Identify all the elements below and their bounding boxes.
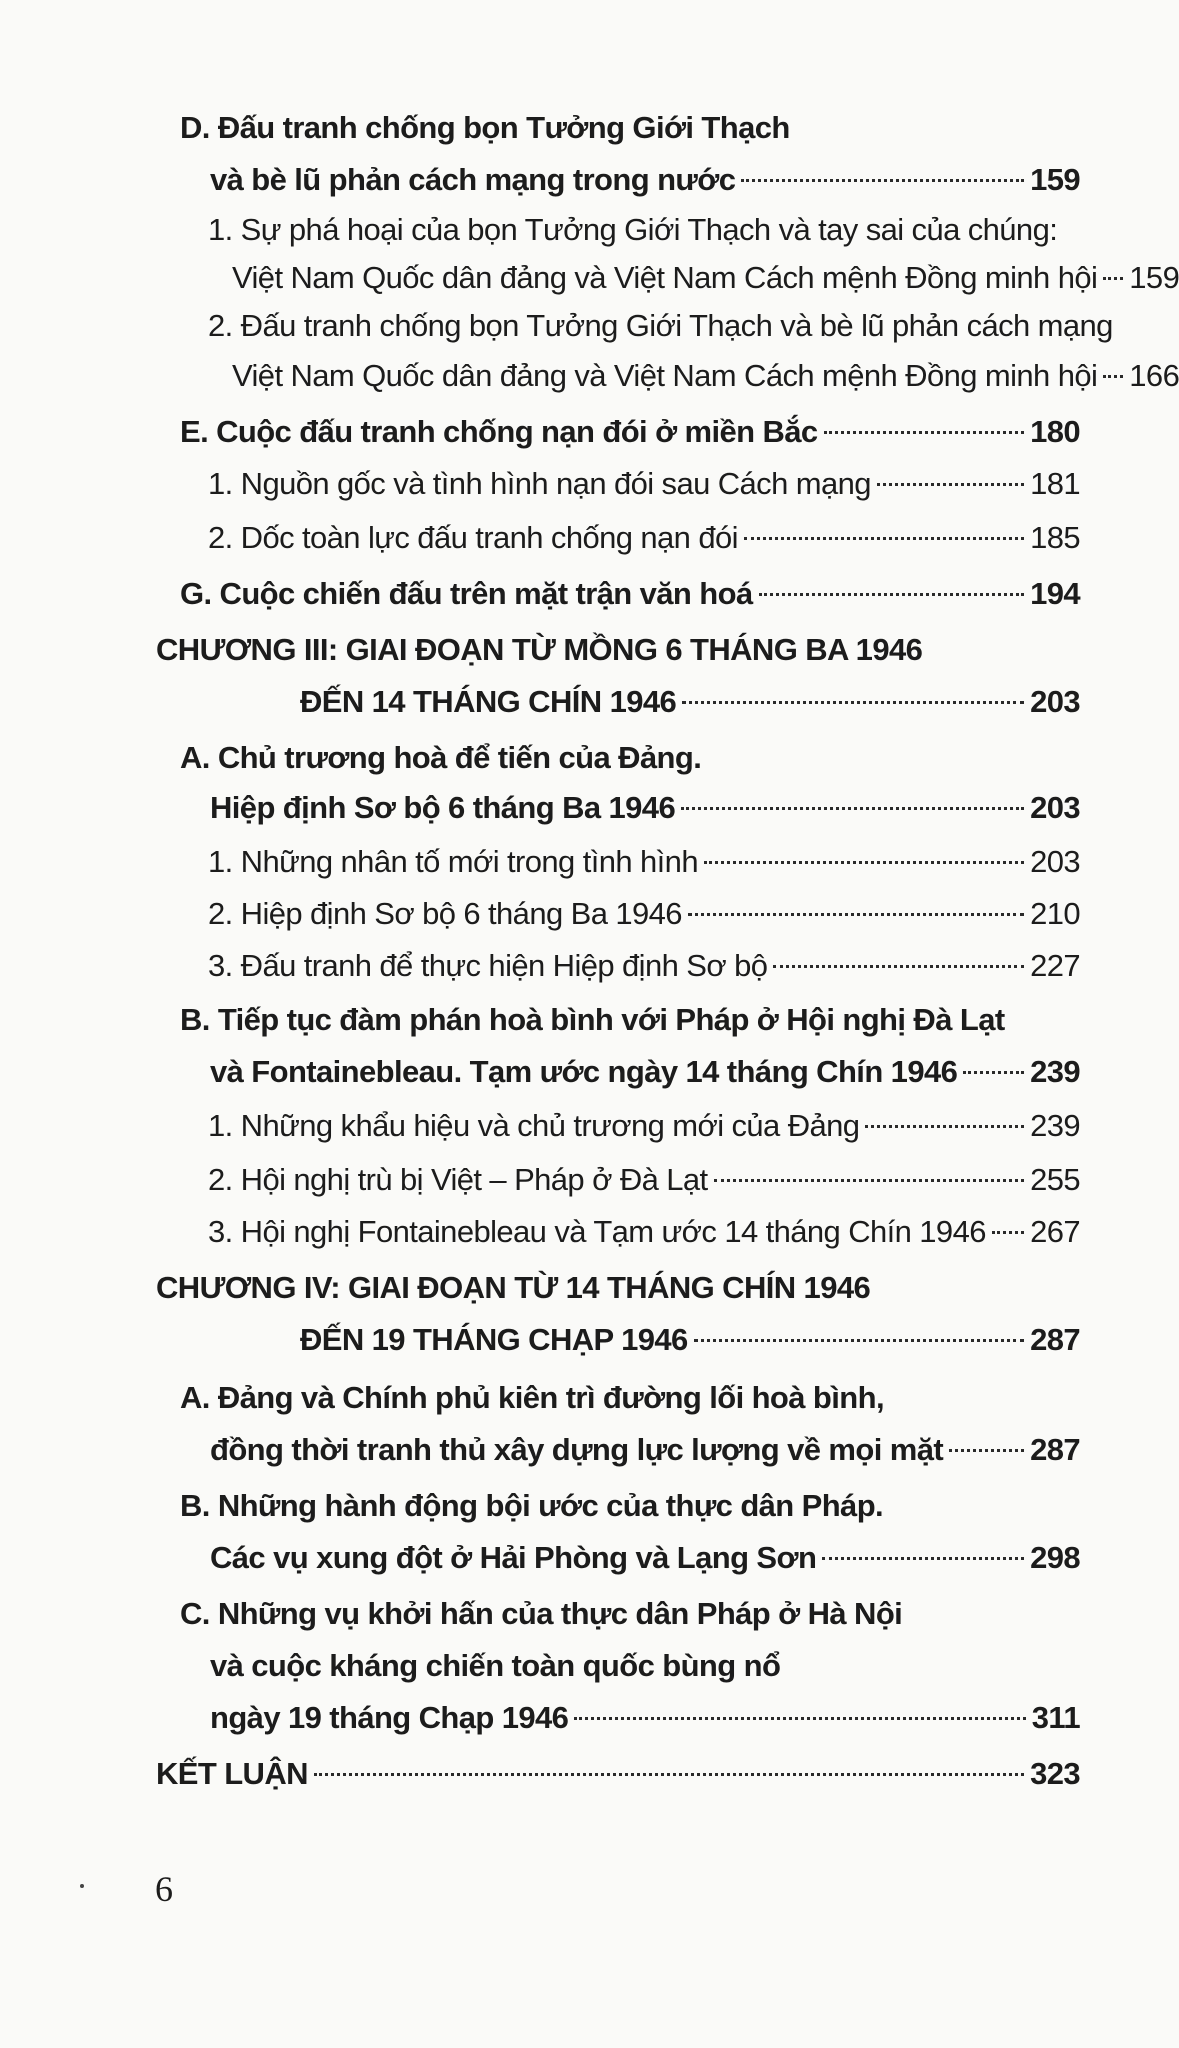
toc-entry-title: Việt Nam Quốc dân đảng và Việt Nam Cách mệnh Đồng minh hội: [232, 260, 1098, 295]
toc-entry: [180, 738, 701, 778]
toc-entry-title: và bè lũ phản cách mạng trong nước: [210, 162, 736, 197]
toc-entry: [180, 1486, 883, 1526]
toc-entry: [208, 946, 1080, 986]
toc-entry-title: 2. Đấu tranh chống bọn Tưởng Giới Thạch và bè lũ phản cách mạng: [208, 308, 1113, 343]
dot-leader: [741, 179, 1024, 182]
toc-entry-title: B. Tiếp tục đàm phán hoà bình với Pháp ở Hội nghị Đà Lạt: [180, 1002, 1005, 1037]
toc-entry-title: Hiệp định Sơ bộ 6 tháng Ba 1946: [210, 790, 676, 825]
toc-entry: [180, 1594, 902, 1634]
toc-entry: [300, 1320, 1080, 1360]
toc-entry-page: 210: [1030, 896, 1080, 931]
toc-entry: [208, 464, 1080, 504]
toc-entry: [210, 1430, 1080, 1470]
toc-entry-title: 2. Dốc toàn lực đấu tranh chống nạn đói: [208, 520, 738, 555]
toc-entry: [300, 682, 1080, 722]
toc-entry: [156, 630, 922, 670]
dot-leader: [681, 807, 1024, 810]
toc-entry-page: 239: [1030, 1108, 1080, 1143]
toc-entry: [180, 1000, 1005, 1040]
toc-entry-page: 181: [1030, 466, 1080, 501]
toc-entry: [180, 1378, 884, 1418]
toc-entry-page: 159: [1030, 162, 1080, 197]
toc-entry-page: 311: [1031, 1700, 1080, 1735]
toc-entry-title: ĐẾN 19 THÁNG CHẠP 1946: [300, 1322, 688, 1357]
dot-leader: [714, 1179, 1025, 1182]
toc-entry-page: 227: [1030, 948, 1080, 983]
toc-entry-page: 159: [1129, 260, 1179, 295]
toc-entry-title: 2. Hiệp định Sơ bộ 6 tháng Ba 1946: [208, 896, 682, 931]
dot-leader: [688, 913, 1024, 916]
toc-entry-title: C. Những vụ khởi hấn của thực dân Pháp ở Hà Nội: [180, 1596, 903, 1631]
toc-entry-page: 267: [1030, 1214, 1080, 1249]
toc-entry-title: 1. Những khẩu hiệu và chủ trương mới của Đảng: [208, 1108, 860, 1143]
toc-entry-page: 287: [1030, 1322, 1080, 1357]
toc-entry: [208, 1106, 1080, 1146]
toc-entry-title: B. Những hành động bội ước của thực dân Pháp.: [180, 1488, 884, 1523]
toc-entry: [180, 108, 790, 148]
toc-entry: [232, 258, 1179, 298]
dot-leader: [949, 1449, 1024, 1452]
toc-entry: [180, 574, 1080, 614]
toc-entry-title: 1. Những nhân tố mới trong tình hình: [208, 844, 698, 879]
toc-entry-title: 2. Hội nghị trù bị Việt – Pháp ở Đà Lạt: [208, 1162, 708, 1197]
toc-entry: [210, 1698, 1080, 1738]
toc-entry: [156, 1268, 870, 1308]
toc-entry: [208, 1160, 1080, 1200]
toc-entry-title: ĐẾN 14 THÁNG CHÍN 1946: [300, 684, 677, 719]
toc-entry-title: G. Cuộc chiến đấu trên mặt trận văn hoá: [180, 576, 753, 611]
toc-entry-title: 1. Nguồn gốc và tình hình nạn đói sau Cách mạng: [208, 466, 871, 501]
dot-leader: [744, 537, 1024, 540]
toc-entry-page: 323: [1030, 1756, 1080, 1791]
toc-entry-page: 239: [1030, 1054, 1080, 1089]
dot-leader: [314, 1773, 1024, 1776]
toc-entry-page: 185: [1030, 520, 1080, 555]
toc-entry: [208, 306, 1113, 346]
toc-entry: [210, 1646, 780, 1686]
toc-entry-title: A. Đảng và Chính phủ kiên trì đường lối hoà bình,: [180, 1380, 884, 1415]
toc-entry-title: Việt Nam Quốc dân đảng và Việt Nam Cách mệnh Đồng minh hội: [232, 358, 1098, 393]
toc-entry-page: 166: [1129, 358, 1179, 393]
toc-entry-title: và Fontainebleau. Tạm ước ngày 14 tháng Chín 1946: [210, 1054, 958, 1089]
page-number: 6: [155, 1869, 173, 1909]
dot-leader: [574, 1717, 1025, 1720]
dot-leader: [1103, 277, 1123, 280]
toc-entry-page: 194: [1030, 576, 1080, 611]
toc-entry-page: 180: [1030, 414, 1080, 449]
dot-leader: [773, 965, 1024, 968]
dot-leader: [865, 1125, 1024, 1128]
toc-entry: [208, 894, 1080, 934]
toc-entry: [232, 356, 1179, 396]
dot-leader: [1103, 375, 1123, 378]
toc-entry-title: đồng thời tranh thủ xây dựng lực lượng về mọi mặt: [210, 1432, 944, 1467]
toc-entry-page: 255: [1030, 1162, 1080, 1197]
toc-entry-title: E. Cuộc đấu tranh chống nạn đói ở miền Bắc: [180, 414, 818, 449]
toc-entry: [210, 1538, 1080, 1578]
toc-entry-title: 1. Sự phá hoại của bọn Tưởng Giới Thạch và tay sai của chúng:: [208, 212, 1058, 247]
toc-entry: [210, 160, 1080, 200]
toc-entry-title: A. Chủ trương hoà để tiến của Đảng.: [180, 740, 702, 775]
toc-entry: [210, 1052, 1080, 1092]
toc-entry-title: D. Đấu tranh chống bọn Tưởng Giới Thạch: [180, 110, 790, 145]
toc-entry-title: CHƯƠNG IV: GIAI ĐOẠN TỪ 14 THÁNG CHÍN 1946: [156, 1270, 871, 1305]
dot-leader: [992, 1231, 1024, 1234]
toc-entry-title: ngày 19 tháng Chạp 1946: [210, 1700, 569, 1735]
toc-entry-page: 203: [1030, 844, 1080, 879]
dot-leader: [759, 593, 1024, 596]
toc-entry: [208, 518, 1080, 558]
toc-entry-title: 3. Đấu tranh để thực hiện Hiệp định Sơ bộ: [208, 948, 768, 983]
toc-entry-title: CHƯƠNG III: GIAI ĐOẠN TỪ MỒNG 6 THÁNG BA 1946: [156, 632, 923, 667]
toc-entry: [156, 1754, 1080, 1794]
toc-entry: [208, 210, 1057, 250]
dot-leader: [877, 483, 1024, 486]
print-speck: [80, 1884, 84, 1888]
toc-entry-title: KẾT LUẬN: [156, 1756, 308, 1791]
dot-leader: [694, 1339, 1024, 1342]
toc-entry-page: 298: [1030, 1540, 1080, 1575]
toc-entry-page: 203: [1030, 790, 1080, 825]
dot-leader: [682, 701, 1024, 704]
toc-entry: [208, 1212, 1080, 1252]
dot-leader: [824, 431, 1025, 434]
toc-entry: [208, 842, 1080, 882]
dot-leader: [704, 861, 1024, 864]
toc-entry: [180, 412, 1080, 452]
toc-entry-title: và cuộc kháng chiến toàn quốc bùng nổ: [210, 1648, 781, 1683]
toc-entry-page: 287: [1030, 1432, 1080, 1467]
dot-leader: [822, 1557, 1024, 1560]
toc-entry-page: 203: [1030, 684, 1080, 719]
toc-entry: [210, 788, 1080, 828]
toc-entry-title: 3. Hội nghị Fontainebleau và Tạm ước 14 tháng Chín 1946: [208, 1214, 986, 1249]
toc-entry-title: Các vụ xung đột ở Hải Phòng và Lạng Sơn: [210, 1540, 817, 1575]
dot-leader: [963, 1071, 1024, 1074]
